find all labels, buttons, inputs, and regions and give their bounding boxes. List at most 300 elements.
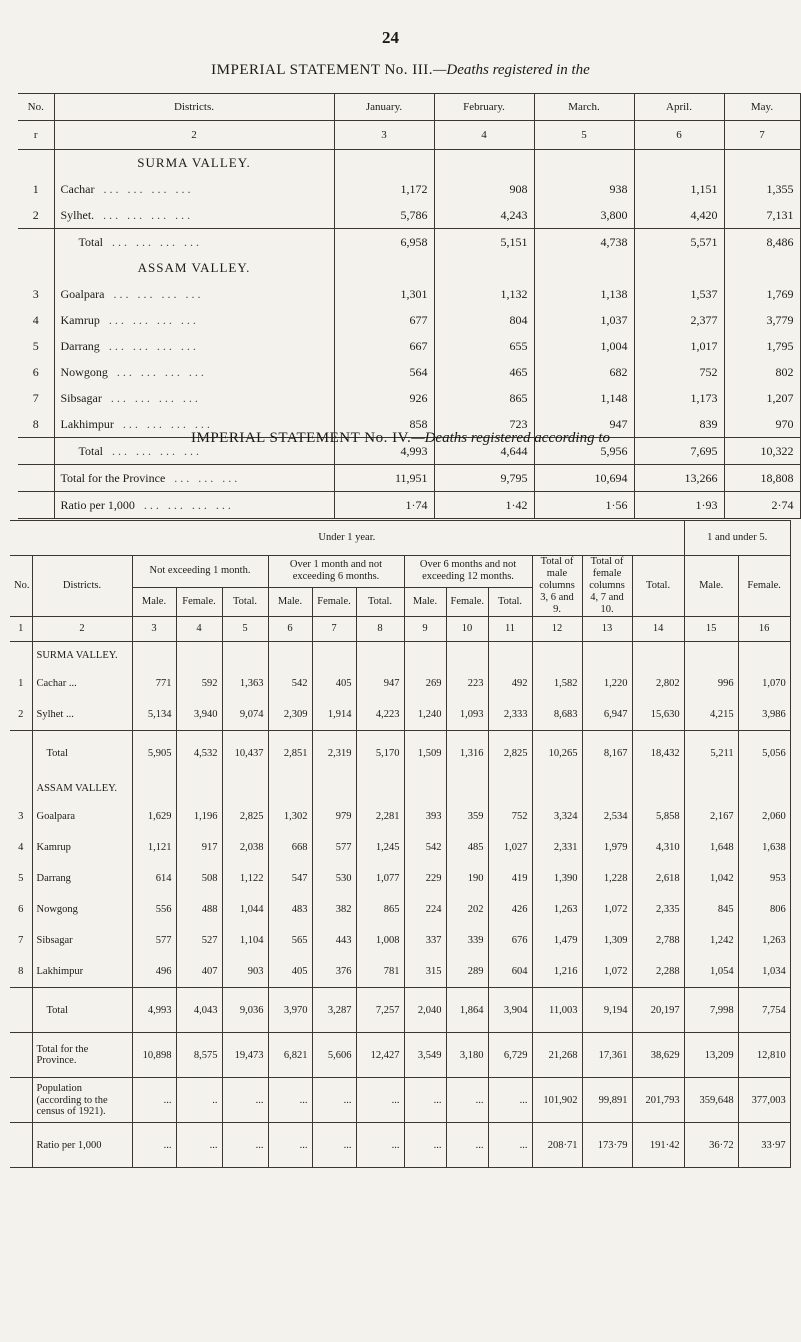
cell-value: 465 — [434, 359, 534, 385]
cell-value: 604 — [488, 956, 532, 988]
col-index: 2 — [32, 617, 132, 642]
cell-value: ... — [446, 1078, 488, 1123]
cell-value: 1,228 — [582, 863, 632, 894]
cell-value: 13,209 — [684, 1033, 738, 1078]
leader-dots: ... ... ... ... — [110, 390, 201, 405]
cell-value: 1,220 — [582, 668, 632, 699]
cell-value: 2,281 — [356, 801, 404, 832]
cell-value: 1,017 — [634, 333, 724, 359]
cell-value: 11,003 — [532, 988, 582, 1033]
cell-value: 1,072 — [582, 894, 632, 925]
district-name: Lakhimpur — [60, 416, 114, 431]
cell-value: 2,038 — [222, 832, 268, 863]
col-index: 3 — [334, 121, 434, 150]
cell-value: 405 — [268, 956, 312, 988]
table-row — [10, 863, 790, 894]
row-number: 5 — [18, 333, 54, 359]
cell-value: 4,420 — [634, 202, 724, 229]
cell-value: 1,172 — [334, 176, 434, 202]
cell-value: 1,121 — [132, 832, 176, 863]
cell-value: 1·74 — [334, 492, 434, 519]
ratio-row — [18, 492, 800, 519]
cell-value: 1,301 — [334, 281, 434, 307]
row-label — [54, 333, 334, 359]
row-label — [54, 281, 334, 307]
cell-value: 5,211 — [684, 731, 738, 776]
page-number: 24 — [382, 28, 399, 47]
cell-value: 865 — [434, 385, 534, 411]
cell-value: 1,979 — [582, 832, 632, 863]
row-number: 2 — [18, 202, 54, 229]
cell-value: 806 — [738, 894, 790, 925]
cell-value: 483 — [268, 894, 312, 925]
row-number: 5 — [10, 863, 32, 894]
cell-value: ... — [356, 1123, 404, 1168]
cell-value: 565 — [268, 925, 312, 956]
cell-value: 677 — [334, 307, 434, 333]
cell-value: 3,779 — [724, 307, 800, 333]
row-label — [54, 359, 334, 385]
col-total: Total. — [632, 556, 684, 617]
col-february: February. — [434, 94, 534, 121]
district-name: Darrang — [60, 338, 100, 353]
col-march: March. — [534, 94, 634, 121]
cell-value: 485 — [446, 832, 488, 863]
cell-value: 4,223 — [356, 699, 404, 731]
cell-value: 7,131 — [724, 202, 800, 229]
cell-value: 667 — [334, 333, 434, 359]
district-name: Sylhet ... — [32, 699, 132, 731]
cell-value: 1,509 — [404, 731, 446, 776]
col-index: 2 — [54, 121, 334, 150]
row-number: 3 — [18, 281, 54, 307]
cell-value: 1,008 — [356, 925, 404, 956]
cell-value: ... — [222, 1123, 268, 1168]
col-index: 5 — [534, 121, 634, 150]
cell-value: ... — [312, 1123, 356, 1168]
cell-value: .. — [176, 1078, 222, 1123]
cell-value: 1,037 — [534, 307, 634, 333]
cell-value: 19,473 — [222, 1033, 268, 1078]
cell-value: 3,549 — [404, 1033, 446, 1078]
table-row — [18, 359, 800, 385]
cell-value: 5,905 — [132, 731, 176, 776]
cell-value: 223 — [446, 668, 488, 699]
cell-value: 4,532 — [176, 731, 222, 776]
cell-value: 8,683 — [532, 699, 582, 731]
cell-value: 1,629 — [132, 801, 176, 832]
cell-value: 1,263 — [532, 894, 582, 925]
cell-value: 752 — [634, 359, 724, 385]
table-row — [18, 333, 800, 359]
cell-value: 1,044 — [222, 894, 268, 925]
sub-male: Male. — [268, 587, 312, 617]
cell-value: 9,194 — [582, 988, 632, 1033]
table-row — [18, 281, 800, 307]
cell-value: 376 — [312, 956, 356, 988]
cell-value: 2,288 — [632, 956, 684, 988]
leader-dots: ... ... ... ... — [112, 234, 202, 249]
cell-value: 542 — [268, 668, 312, 699]
col-1to5-male: Male. — [684, 556, 738, 617]
table-row — [10, 894, 790, 925]
cell-value: 377,003 — [738, 1078, 790, 1123]
leader-dots: ... ... ... ... — [108, 338, 199, 353]
cell-value: 2,319 — [312, 731, 356, 776]
cell-value: 1,582 — [532, 668, 582, 699]
district-name: Goalpara — [60, 286, 105, 301]
cell-value: 3,904 — [488, 988, 532, 1033]
cell-value: 393 — [404, 801, 446, 832]
cell-value: 224 — [404, 894, 446, 925]
section-title: SURMA VALLEY. — [54, 150, 334, 177]
sub-female: Female. — [446, 587, 488, 617]
cell-value: 1,070 — [738, 668, 790, 699]
cell-value: 577 — [132, 925, 176, 956]
cell-value: 903 — [222, 956, 268, 988]
cell-value: 542 — [404, 832, 446, 863]
col-over-1-month: Over 1 month and not exceeding 6 months. — [268, 556, 404, 588]
table-row — [18, 176, 800, 202]
cell-value: 315 — [404, 956, 446, 988]
statement4-subtitle: —Deaths registered according to — [411, 430, 610, 446]
cell-value: 11,951 — [334, 465, 434, 492]
cell-value: 4,215 — [684, 699, 738, 731]
sub-female: Female. — [312, 587, 356, 617]
province-total-row — [18, 465, 800, 492]
district-name: Total for the Province — [60, 470, 166, 485]
cell-value: 101,902 — [532, 1078, 582, 1123]
cell-value: 10,265 — [532, 731, 582, 776]
cell-value: 2,851 — [268, 731, 312, 776]
cell-value: 6,958 — [334, 229, 434, 256]
table-row — [10, 832, 790, 863]
row-label — [54, 465, 334, 492]
col-index: 7 — [312, 617, 356, 642]
table-row — [10, 699, 790, 731]
leader-dots: ... ... ... ... — [112, 443, 202, 458]
table-row — [10, 956, 790, 988]
col-index: 4 — [176, 617, 222, 642]
cell-value: 4,644 — [434, 438, 534, 465]
statement4-heading — [0, 430, 801, 447]
cell-value: 1,638 — [738, 832, 790, 863]
cell-value: 1,479 — [532, 925, 582, 956]
district-name: Sibsagar — [60, 390, 102, 405]
cell-value: 3,287 — [312, 988, 356, 1033]
table-row — [18, 385, 800, 411]
row-number: 8 — [10, 956, 32, 988]
col-april: April. — [634, 94, 724, 121]
cell-value: 99,891 — [582, 1078, 632, 1123]
cell-value: 15,630 — [632, 699, 684, 731]
row-number: 1 — [18, 176, 54, 202]
cell-value: 6,821 — [268, 1033, 312, 1078]
cell-value: 7,754 — [738, 988, 790, 1033]
col-no: No. — [18, 94, 54, 121]
row-number: 6 — [10, 894, 32, 925]
section-title: SURMA VALLEY. — [32, 642, 132, 669]
row-label: Ratio per 1,000 — [32, 1123, 132, 1168]
cell-value: 4,043 — [176, 988, 222, 1033]
cell-value: 953 — [738, 863, 790, 894]
cell-value: 20,197 — [632, 988, 684, 1033]
cell-value: ... — [176, 1123, 222, 1168]
row-label — [54, 385, 334, 411]
cell-value: 12,427 — [356, 1033, 404, 1078]
cell-value: 3,180 — [446, 1033, 488, 1078]
col-index: 8 — [356, 617, 404, 642]
row-number: 2 — [10, 699, 32, 731]
district-name: Total — [78, 234, 103, 249]
cell-value: ... — [404, 1078, 446, 1123]
cell-value: 530 — [312, 863, 356, 894]
cell-value: ... — [222, 1078, 268, 1123]
cell-value: 865 — [356, 894, 404, 925]
cell-value: 926 — [334, 385, 434, 411]
row-label: Population (according to the census of 1921). — [32, 1078, 132, 1123]
table-row — [10, 668, 790, 699]
col-over-6-months: Over 6 months and not exceeding 12 months. — [404, 556, 532, 588]
cell-value: 6,729 — [488, 1033, 532, 1078]
row-number: 7 — [10, 925, 32, 956]
col-index: 12 — [532, 617, 582, 642]
cell-value: ... — [446, 1123, 488, 1168]
cell-value: 1,240 — [404, 699, 446, 731]
cell-value: 1,173 — [634, 385, 724, 411]
cell-value: 7,695 — [634, 438, 724, 465]
section-row — [10, 642, 790, 669]
cell-value: 547 — [268, 863, 312, 894]
row-label — [54, 492, 334, 519]
cell-value: 359,648 — [684, 1078, 738, 1123]
district-name: Kamrup — [60, 312, 100, 327]
cell-value: 804 — [434, 307, 534, 333]
section-row — [18, 255, 800, 281]
district-name: Cachar — [60, 181, 95, 196]
cell-value: 1,316 — [446, 731, 488, 776]
cell-value: ... — [488, 1123, 532, 1168]
cell-value: 7,998 — [684, 988, 738, 1033]
cell-value: 1·56 — [534, 492, 634, 519]
cell-value: 1,245 — [356, 832, 404, 863]
cell-value: 173·79 — [582, 1123, 632, 1168]
cell-value: 858 — [334, 411, 434, 438]
cell-value: 1,042 — [684, 863, 738, 894]
cell-value: 18,808 — [724, 465, 800, 492]
cell-value: 2,534 — [582, 801, 632, 832]
cell-value: 419 — [488, 863, 532, 894]
col-districts: Districts. — [54, 94, 334, 121]
cell-value: 1,309 — [582, 925, 632, 956]
cell-value: 5,786 — [334, 202, 434, 229]
sub-total: Total. — [356, 587, 404, 617]
cell-value: 1,263 — [738, 925, 790, 956]
col-index: 15 — [684, 617, 738, 642]
cell-value: 33·97 — [738, 1123, 790, 1168]
district-name: Goalpara — [32, 801, 132, 832]
cell-value: 492 — [488, 668, 532, 699]
cell-value: 17,361 — [582, 1033, 632, 1078]
cell-value: 1,077 — [356, 863, 404, 894]
col-no: No. — [10, 556, 32, 617]
cell-value: 3,970 — [268, 988, 312, 1033]
cell-value: 2,060 — [738, 801, 790, 832]
cell-value: 1,795 — [724, 333, 800, 359]
sub-total: Total. — [488, 587, 532, 617]
col-1to5-female: Female. — [738, 556, 790, 617]
col-index: 6 — [268, 617, 312, 642]
cell-value: 496 — [132, 956, 176, 988]
cell-value: 339 — [446, 925, 488, 956]
cell-value: 5,858 — [632, 801, 684, 832]
cell-value: 4,243 — [434, 202, 534, 229]
table-row — [18, 202, 800, 229]
cell-value: ... — [404, 1123, 446, 1168]
col-may: May. — [724, 94, 800, 121]
statement3-subtitle: —Deaths registered in the — [433, 62, 590, 78]
cell-value: 426 — [488, 894, 532, 925]
row-number: 3 — [10, 801, 32, 832]
cell-value: 208·71 — [532, 1123, 582, 1168]
cell-value: 1,034 — [738, 956, 790, 988]
district-name: Ratio per 1,000 — [60, 497, 135, 512]
cell-value: 3,940 — [176, 699, 222, 731]
leader-dots: ... ... ... ... — [113, 286, 204, 301]
cell-value: 5,134 — [132, 699, 176, 731]
district-name: Total — [78, 443, 103, 458]
cell-value: 1,769 — [724, 281, 800, 307]
row-label: Total for the Province. — [32, 1033, 132, 1078]
cell-value: 1,104 — [222, 925, 268, 956]
row-number: 1 — [10, 668, 32, 699]
cell-value: 5,170 — [356, 731, 404, 776]
leader-dots: ... ... ... ... — [122, 416, 213, 431]
section-title: ASSAM VALLEY. — [54, 255, 334, 281]
cell-value: 979 — [312, 801, 356, 832]
cell-value: 2,335 — [632, 894, 684, 925]
cell-value: 9,074 — [222, 699, 268, 731]
cell-value: 839 — [634, 411, 724, 438]
cell-value: 1,196 — [176, 801, 222, 832]
cell-value: 752 — [488, 801, 532, 832]
cell-value: 4,310 — [632, 832, 684, 863]
col-index: 1 — [10, 617, 32, 642]
cell-value: 10,322 — [724, 438, 800, 465]
cell-value: 13,266 — [634, 465, 724, 492]
leader-dots: ... ... ... ... — [103, 207, 194, 222]
district-name: Lakhimpur — [32, 956, 132, 988]
cell-value: 908 — [434, 176, 534, 202]
district-name: Cachar ... — [32, 668, 132, 699]
cell-value: 10,898 — [132, 1033, 176, 1078]
cell-value: 1,537 — [634, 281, 724, 307]
population-row — [10, 1078, 790, 1123]
cell-value: 1,148 — [534, 385, 634, 411]
cell-value: 1,138 — [534, 281, 634, 307]
cell-value: 564 — [334, 359, 434, 385]
cell-value: 947 — [534, 411, 634, 438]
cell-value: 5,606 — [312, 1033, 356, 1078]
col-index: 7 — [724, 121, 800, 150]
cell-value: 3,324 — [532, 801, 582, 832]
cell-value: 1·42 — [434, 492, 534, 519]
table-row — [10, 801, 790, 832]
cell-value: 771 — [132, 668, 176, 699]
cell-value: 8,575 — [176, 1033, 222, 1078]
cell-value: 1,207 — [724, 385, 800, 411]
cell-value: 5,571 — [634, 229, 724, 256]
cell-value: 2,167 — [684, 801, 738, 832]
col-districts: Districts. — [32, 556, 132, 617]
cell-value: 289 — [446, 956, 488, 988]
cell-value: 407 — [176, 956, 222, 988]
cell-value: 3,800 — [534, 202, 634, 229]
total-label: Total — [32, 988, 132, 1033]
col-index: 6 — [634, 121, 724, 150]
cell-value: 2,309 — [268, 699, 312, 731]
cell-value: 527 — [176, 925, 222, 956]
cell-value: 556 — [132, 894, 176, 925]
ratio-row — [10, 1123, 790, 1168]
cell-value: 2·74 — [724, 492, 800, 519]
row-number: 6 — [18, 359, 54, 385]
cell-value: 36·72 — [684, 1123, 738, 1168]
cell-value: 2,825 — [488, 731, 532, 776]
cell-value: 4,738 — [534, 229, 634, 256]
col-index: 14 — [632, 617, 684, 642]
cell-value: 1,027 — [488, 832, 532, 863]
table-row — [18, 307, 800, 333]
cell-value: 4,993 — [334, 438, 434, 465]
leader-dots: ... ... ... ... — [116, 364, 207, 379]
cell-value: 1,242 — [684, 925, 738, 956]
col-index: 13 — [582, 617, 632, 642]
leader-dots: ... ... ... ... — [108, 312, 199, 327]
cell-value: ... — [312, 1078, 356, 1123]
cell-value: 938 — [534, 176, 634, 202]
col-index: 9 — [404, 617, 446, 642]
cell-value: 38,629 — [632, 1033, 684, 1078]
cell-value: 191·42 — [632, 1123, 684, 1168]
row-number: 4 — [10, 832, 32, 863]
province-total-row — [10, 1033, 790, 1078]
cell-value: 1,216 — [532, 956, 582, 988]
cell-value: 4,993 — [132, 988, 176, 1033]
cell-value: 337 — [404, 925, 446, 956]
cell-value: 8,167 — [582, 731, 632, 776]
cell-value: 269 — [404, 668, 446, 699]
group-under-1-year: Under 1 year. — [10, 521, 684, 556]
cell-value: 1,648 — [684, 832, 738, 863]
cell-value: 201,793 — [632, 1078, 684, 1123]
cell-value: 12,810 — [738, 1033, 790, 1078]
section-row — [18, 150, 800, 177]
col-index: 4 — [434, 121, 534, 150]
cell-value: ... — [268, 1078, 312, 1123]
sub-male: Male. — [404, 587, 446, 617]
cell-value: ... — [132, 1123, 176, 1168]
col-total-female: Total of female columns 4, 7 and 10. — [582, 556, 632, 617]
sub-total: Total. — [222, 587, 268, 617]
col-not-exceeding-1-month: Not exceeding 1 month. — [132, 556, 268, 588]
cell-value: 845 — [684, 894, 738, 925]
cell-value: 1,054 — [684, 956, 738, 988]
statement3-heading — [0, 62, 801, 79]
cell-value: 1·93 — [634, 492, 724, 519]
cell-value: 2,825 — [222, 801, 268, 832]
row-label — [54, 176, 334, 202]
